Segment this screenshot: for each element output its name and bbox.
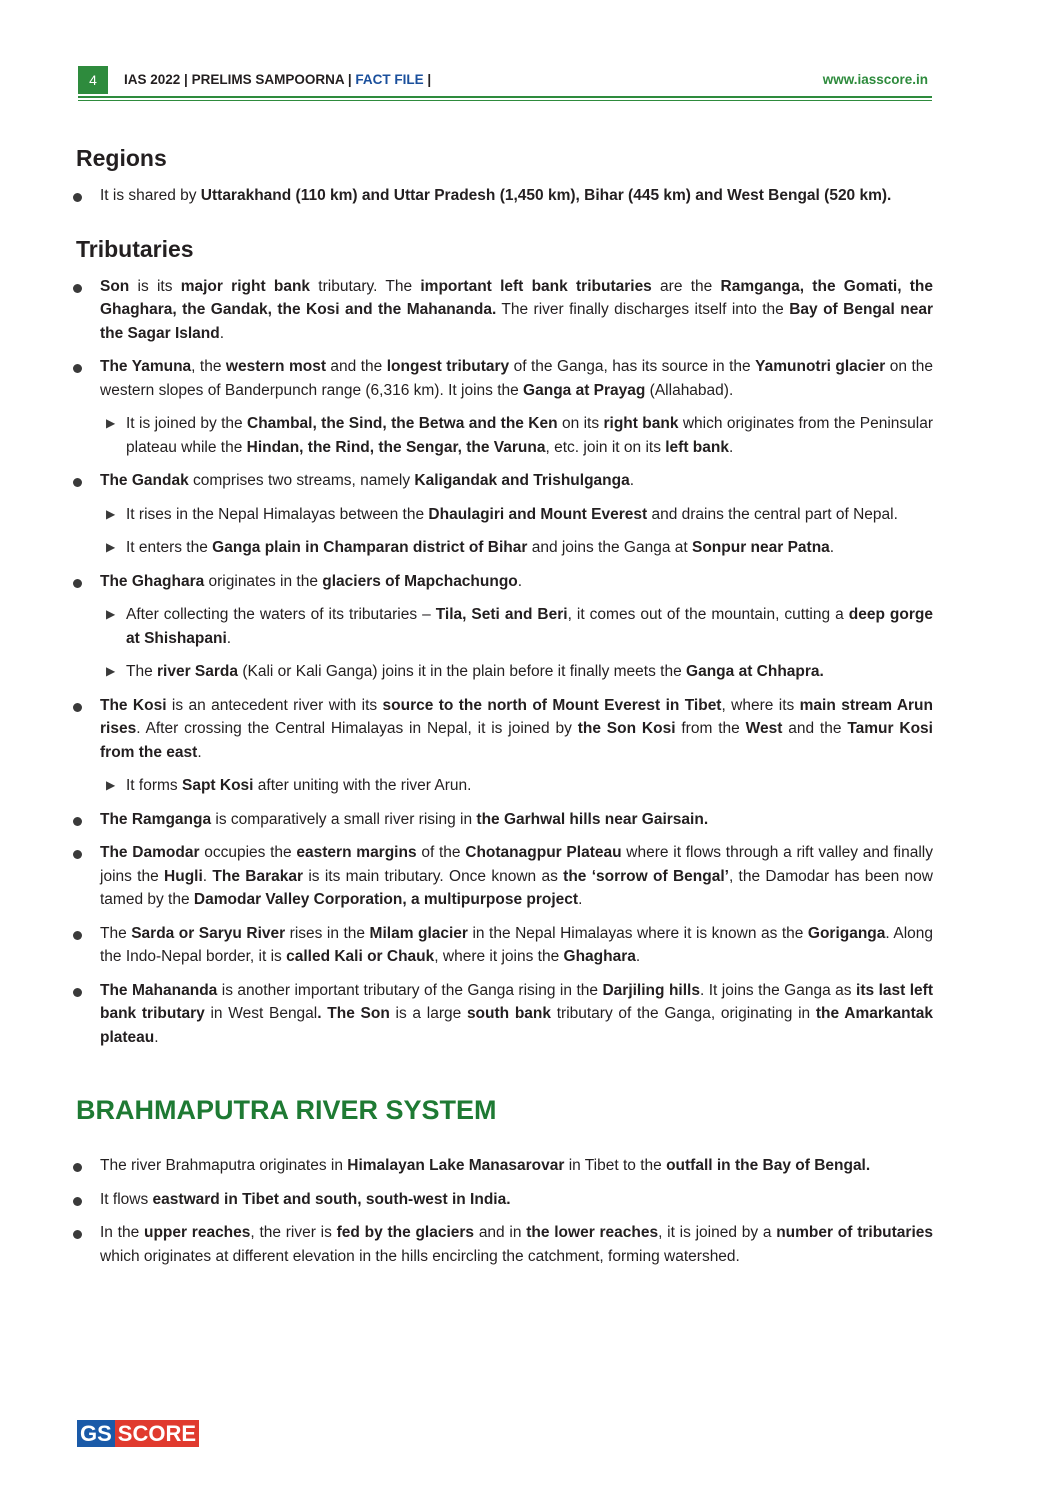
bold-text: Sarda or Saryu River [131, 924, 286, 942]
text-run: . [635, 948, 641, 965]
text-run: . [629, 472, 635, 489]
text-run: in West Bengal [204, 1005, 318, 1022]
text-run: is comparatively a small river rising in [211, 810, 477, 828]
bold-text: The Ghaghara [100, 572, 205, 590]
text-run: of the Ganga, has its source in the [509, 358, 756, 375]
sub-list-container [76, 603, 933, 684]
text-run: is its main tributary. Once known as [303, 867, 564, 885]
text-run: It is shared by [100, 187, 201, 204]
bold-text: left bank [665, 438, 729, 456]
logo-score: SCORE [115, 1420, 199, 1447]
bullet-text [100, 811, 708, 828]
bold-text: Tila, Seti and Beri [435, 606, 568, 623]
text-run: , the [191, 358, 226, 375]
text-run: tributary of the Ganga, originating in [551, 1005, 816, 1022]
text-run: . [578, 891, 583, 908]
bold-text: Sapt Kosi [181, 777, 254, 794]
bold-text: outfall in the Bay of Bengal. [666, 1157, 871, 1174]
text-run: In the [100, 1224, 144, 1241]
logo-gs: GS [77, 1420, 115, 1447]
text-run: is another important tributary of the Ganga rising in the [217, 981, 603, 999]
bold-text: Milam glacier [369, 924, 468, 942]
text-run: is a large [389, 1005, 467, 1022]
text-run: is its [129, 277, 181, 295]
text-run: which originates at different elevation in the hills encircling the catchment, forming watershed. [100, 1247, 740, 1265]
bold-text: The Damodar [100, 844, 200, 861]
text-run: , it comes out of the mountain, cutting a [567, 606, 849, 623]
brahmaputra-list-item [76, 1221, 933, 1268]
text-run: of the [416, 844, 466, 861]
bullet-text [100, 1224, 933, 1265]
bold-text: Chambal, the Sind, the Betwa and the Ken [247, 415, 558, 432]
bullet-icon [73, 988, 82, 997]
tributaries-list [76, 275, 933, 1050]
text-run: . [226, 629, 232, 647]
header-rule-thin [78, 100, 932, 101]
sub-list-item [76, 503, 933, 527]
text-run: The river Brahmaputra originates in [100, 1157, 348, 1174]
bold-text: major right bank [180, 277, 311, 295]
bold-text: The Kosi [100, 696, 167, 714]
text-run: in Tibet to the [564, 1157, 667, 1174]
text-run: After collecting the waters of its tributaries – [126, 606, 436, 623]
text-run: . [728, 438, 734, 456]
page-number: 4 [78, 66, 108, 94]
sub-list-container [76, 503, 933, 560]
bold-text: Damodar Valley Corporation, a multipurpose project [193, 891, 579, 908]
bold-text: Darjiling hills [602, 981, 700, 999]
bold-text: The Yamuna [100, 358, 192, 375]
bold-text: Chotanagpur Plateau [465, 844, 622, 861]
sub-list-item [76, 660, 933, 684]
regions-list-item [76, 184, 933, 208]
tributary-list-item [76, 808, 933, 832]
text-run: . [829, 539, 835, 556]
header-title [124, 66, 431, 94]
bullet-text [100, 358, 933, 399]
bold-text: the Son Kosi [577, 720, 676, 737]
text-run: It enters the [126, 539, 213, 556]
bold-text: The Mahananda [100, 981, 218, 999]
sub-list [76, 503, 933, 560]
text-run: and joins the Ganga at [527, 539, 692, 556]
bold-text: the Garhwal hills near Gairsain. [476, 810, 709, 828]
bold-text: its last left bank tributary [100, 981, 933, 1022]
text-run: The [126, 663, 158, 680]
bold-text: the lower reaches [526, 1224, 659, 1241]
sub-list [76, 774, 933, 798]
bold-text: Ramganga, the Gomati, the Ghaghara, the Gandak, the Kosi and the Mahananda. [100, 277, 934, 318]
bold-text: Ganga at Chhapra. [686, 663, 824, 680]
brahmaputra-heading: BRAHMAPUTRA RIVER SYSTEM [76, 1095, 497, 1125]
header-title-text: IAS 2022 | PRELIMS SAMPOORNA | [124, 72, 356, 87]
text-run: (Kali or Kali Ganga) joins it in the plain before it finally meets the [238, 663, 687, 680]
text-run: where it flows through a rift valley and finally joins the [100, 844, 933, 885]
bullet-icon [73, 850, 82, 859]
text-run: (Allahabad). [645, 381, 734, 399]
sub-list-container [76, 412, 933, 459]
tributary-list-item [76, 979, 933, 1050]
bold-text: glaciers of Mapchachungo [322, 572, 518, 590]
text-run: . Along the Indo-Nepal border, it is [100, 924, 934, 965]
text-run: and the [782, 720, 848, 737]
sub-list [76, 603, 933, 684]
text-run: , where it joins the [434, 948, 564, 965]
text-run: , the river is [250, 1224, 337, 1241]
bullet-text [100, 844, 933, 908]
text-run: comprises two streams, namely [188, 472, 415, 489]
tributaries-heading: Tributaries [76, 235, 194, 262]
bold-text: Yamunotri glacier [755, 358, 886, 375]
gsscore-logo [77, 1420, 199, 1447]
bold-text: The Barakar [212, 867, 304, 885]
text-run: , where its [721, 696, 800, 714]
bold-text: fed by the glaciers [336, 1224, 475, 1241]
bold-text: Hugli [164, 867, 203, 885]
bullet-icon [73, 579, 82, 588]
tributary-list-item [76, 841, 933, 912]
text-run: from the [675, 720, 746, 737]
bold-text: longest tributary [386, 358, 510, 375]
bold-text: important left bank tributaries [420, 277, 652, 295]
header-rule [78, 96, 932, 98]
bold-text: Kaligandak and Trishulganga [414, 472, 630, 489]
bold-text: Dhaulagiri and Mount Everest [428, 505, 648, 523]
text-run: on its [557, 415, 604, 432]
bullet-text [100, 1157, 870, 1174]
bullet-text [100, 982, 933, 1046]
bold-text: deep gorge at Shishapani [126, 606, 933, 647]
bold-text: Ganga plain in Champaran district of Bihar [212, 539, 528, 556]
text-run: and in [474, 1224, 527, 1241]
text-run: in the Nepal Himalayas where it is known as the [467, 924, 808, 942]
text-run: . [202, 867, 213, 885]
bullet-icon [73, 1197, 82, 1206]
bold-text: the Amarkantak plateau [100, 1005, 933, 1046]
bullet-icon [73, 284, 82, 293]
text-run: tributary. The [310, 277, 421, 295]
brahmaputra-list [76, 1154, 933, 1268]
bullet-icon [73, 193, 82, 202]
bullet-icon [73, 1230, 82, 1239]
header-title-tail: | [423, 72, 432, 87]
bullet-icon [73, 817, 82, 826]
triangle-arrow-icon: ▶ [106, 416, 116, 430]
bold-text: the ‘sorrow of Bengal’ [563, 867, 729, 885]
bold-text: The Gandak [100, 472, 189, 489]
tributary-list-item [76, 694, 933, 765]
bold-text: Bay of Bengal near the Sagar Island [100, 301, 933, 342]
fact-file-label: FACT FILE [355, 72, 424, 87]
text-run: It forms [126, 777, 182, 794]
text-run: and the [325, 358, 387, 375]
tributary-list-item [76, 469, 933, 493]
text-run: rises in the [285, 924, 370, 942]
bold-text: West [745, 720, 783, 737]
tributary-list-item [76, 355, 933, 402]
text-run: occupies the [199, 844, 297, 861]
sub-bullet-text [126, 606, 933, 647]
regions-heading: Regions [76, 145, 167, 171]
bold-text: Goriganga [807, 924, 886, 942]
bold-text: Ghaghara [563, 948, 636, 965]
sub-list-item [76, 603, 933, 650]
sub-bullet-text [126, 539, 834, 556]
bullet-text [100, 697, 933, 761]
sub-list-item [76, 412, 933, 459]
text-run: and drains the central part of Nepal. [647, 505, 898, 523]
bullet-text [100, 278, 933, 342]
bold-text: eastern margins [296, 844, 417, 861]
bullet-icon [73, 703, 82, 712]
bold-text: The Ramganga [100, 810, 212, 828]
bullet-text [100, 573, 522, 590]
text-run: , etc. join it on its [545, 438, 666, 456]
text-run: It rises in the Nepal Himalayas between the [126, 505, 429, 523]
sub-bullet-text [126, 506, 898, 523]
text-run: . [154, 1028, 159, 1046]
text-run: . After crossing the Central Himalayas in Nepal, it is joined by [136, 720, 578, 737]
triangle-arrow-icon: ▶ [106, 506, 116, 521]
bullet-icon [73, 478, 82, 487]
text-run: is an antecedent river with its [166, 696, 383, 714]
text-run: . [197, 743, 202, 761]
triangle-arrow-icon: ▶ [106, 664, 116, 678]
text-run: . [517, 572, 523, 590]
triangle-arrow-icon: ▶ [106, 607, 116, 621]
sub-bullet-text [126, 777, 471, 794]
text-run: , the Damodar has been now tamed by the [100, 867, 933, 908]
sub-list-item [76, 536, 933, 560]
sub-list-item [76, 774, 933, 798]
triangle-arrow-icon: ▶ [106, 778, 116, 792]
sub-bullet-text [126, 663, 824, 680]
text-run: on the western slopes of Banderpunch range (6,316 km). It joins the [100, 358, 934, 399]
bold-text: eastward in Tibet and south, south-west in India. [152, 1190, 511, 1208]
text-run: The [100, 924, 132, 942]
bold-text: river Sarda [157, 663, 239, 680]
text-run: It flows [100, 1190, 153, 1208]
bold-text: south bank [466, 1005, 552, 1022]
text-run: are the [651, 277, 721, 295]
text-run: after uniting with the river Arun. [253, 777, 472, 794]
bullet-text [100, 187, 891, 204]
bold-text: Hindan, the Rind, the Sengar, the Varuna [246, 438, 546, 456]
text-run: It is joined by the [126, 415, 248, 432]
bullet-text [100, 925, 933, 966]
text-run: The river finally discharges itself into the [496, 301, 790, 318]
bullet-text [100, 472, 634, 489]
bold-text: western most [225, 358, 326, 375]
bold-text: main stream Arun rises [100, 696, 933, 737]
text-run: originates in the [204, 572, 323, 590]
bold-text: right bank [603, 415, 679, 432]
bold-text: Himalayan Lake Manasarovar [347, 1157, 565, 1174]
bold-text: source to the north of Mount Everest in Tibet [382, 696, 722, 714]
bold-text: called Kali or Chauk [286, 948, 435, 965]
bullet-icon [73, 364, 82, 373]
tributary-list-item [76, 570, 933, 594]
brahmaputra-list-item [76, 1154, 933, 1178]
bullet-icon [73, 1163, 82, 1172]
sub-bullet-text [126, 415, 933, 456]
bullet-icon [73, 931, 82, 940]
bullet-text [100, 1191, 511, 1208]
bold-text: upper reaches [143, 1224, 251, 1241]
tributary-list-item [76, 275, 933, 346]
page-header [78, 66, 932, 94]
header-url[interactable]: www.iasscore.in [822, 72, 928, 87]
bold-text: number of tributaries [776, 1224, 933, 1241]
bold-text: . The Son [317, 1005, 390, 1022]
sub-list [76, 412, 933, 459]
page-content [76, 145, 933, 1278]
bold-text: Uttarakhand (110 km) and Uttar Pradesh (1,450 km), Bihar (445 km) and West Bengal (520 km). [200, 187, 892, 204]
regions-list [76, 184, 933, 208]
text-run: . It joins the Ganga as [699, 981, 857, 999]
bold-text: Son [100, 277, 130, 295]
text-run: . [219, 324, 225, 342]
triangle-arrow-icon: ▶ [106, 540, 116, 554]
brahmaputra-list-item [76, 1188, 933, 1212]
bold-text: Sonpur near Patna [691, 539, 830, 556]
text-run: , it is joined by a [658, 1224, 777, 1241]
sub-list-container [76, 774, 933, 798]
text-run: which originates from the Peninsular plateau while the [126, 415, 934, 456]
bold-text: Ganga at Prayag [523, 381, 646, 399]
bold-text: Tamur Kosi from the east [100, 720, 933, 761]
tributary-list-item [76, 922, 933, 969]
